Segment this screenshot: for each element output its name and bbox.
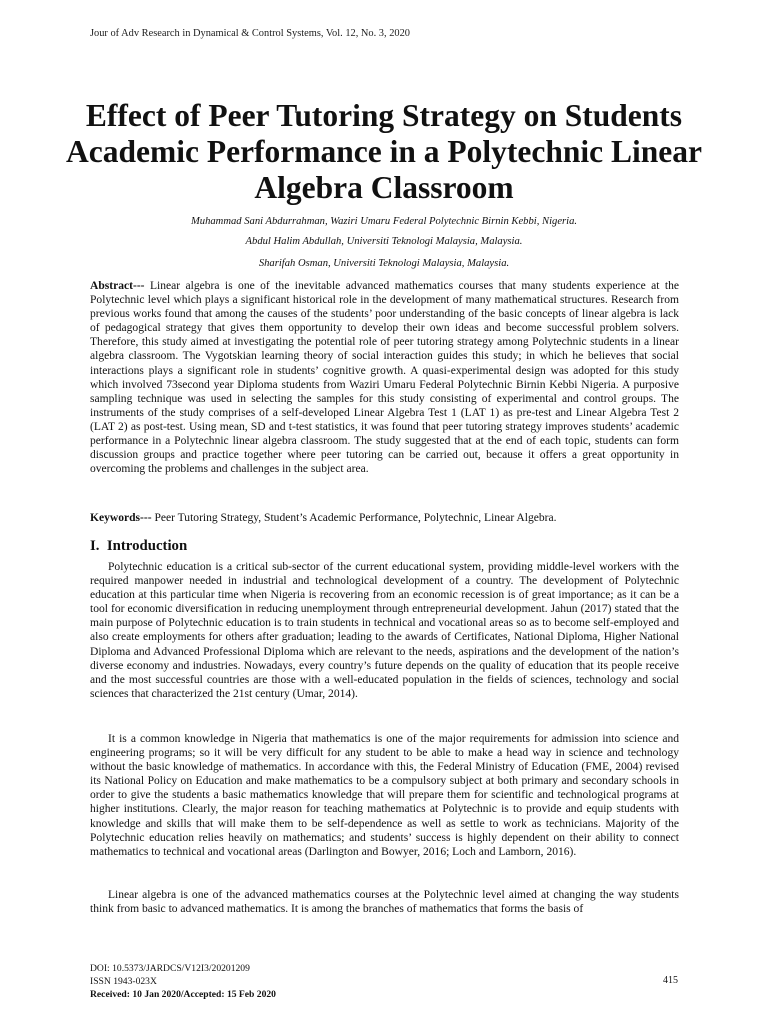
section-number: I.: [90, 538, 100, 554]
section-heading-introduction: [90, 538, 187, 555]
keywords: [90, 511, 679, 525]
section-title: Introduction: [106, 538, 188, 554]
intro-paragraph-1: Polytechnic education is a critical sub-sector of the current educational system, providing middle-level workers with the required manpower needed in industrial and technological development of a country. The development of Polytechnic education at this particular time when Nigeria is recovering from an economic recession is of great importance; as it can be a tool for economic diversification in reducing unemployment through entrepreneurial development. Jahun (2017) stated that the main purpose of Polytechnic education is to train students in technical and vocational areas so as to become self-employed and also create employments for others after graduation; leading to the awards of Certificates, National Diploma, Higher National Diploma and Advanced Professional Diploma which are relevant to the needs, aspirations and the development of the nation’s diverse economy and industries. Nowadays, every country’s future depends on the quality of education that its people receive and the most successful countries are those with a well-educated population in the fields of sciences, technology and social sciences that characterized the 21st century (Umar, 2014).: [90, 561, 679, 700]
author-3: Sharifah Osman, Universiti Teknologi Malaysia, Malaysia.: [258, 258, 510, 269]
abstract-label: Abstract---: [90, 280, 145, 292]
footer-issn: ISSN 1943-023X: [90, 976, 157, 987]
abstract: [90, 279, 679, 476]
author-2: Abdul Halim Abdullah, Universiti Teknologi Malaysia, Malaysia.: [245, 236, 523, 247]
intro-paragraph-2: It is a common knowledge in Nigeria that mathematics is one of the major requirements for admission into science and engineering programs; so it will be very difficult for any student to be able to make a head way in science and technology without the basic knowledge of mathematics. In accordance with this, the Federal Ministry of Education (FME, 2004) revised its National Policy on Education and make mathematics to be a compulsory subject at both primary and secondary schools in order to give the students a basic mathematics knowledge that will prepare them for scientific and technological programs at higher institutions. Clearly, the major reason for teaching mathematics at Polytechnic is to provide and equip students with knowledge and skills that will make them to be self-dependence as well as settle to work as technicians. Majority of the Polytechnic education relies heavily on mathematics; and students’ success is highly dependent on their ability to connect mathematics to technical and vocational areas (Darlington and Bowyer, 2016; Loch and Lamborn, 2016).: [90, 733, 679, 858]
footer: [90, 962, 276, 1001]
abstract-text: Linear algebra is one of the inevitable advanced mathematics courses that many students experience at the Polytechnic level which plays a significant historical role in the development of many mathematical structures. Research from previous works found that among the causes of the students’ poor understanding of the basic concepts of linear algebra is lack of pedagogical strategy that gives them opportunity to develop their own ideas and become successful problem solvers. Therefore, this study aimed at investigating the potential role of peer tutoring strategy among Polytechnic students in a linear algebra classroom. The Vygotskian learning theory of social interaction guides this study; in which he believes that social interactions plays a significant role in students’ cognitive growth. A quasi-experimental design was adopted for this study which involved 73second year Diploma students from Waziri Umaru Federal Polytechnic Birnin Kebbi Nigeria. A purposive sampling technique was used in selecting the samples for this study consisting of experimental and control groups. The instruments of the study comprises of a self-developed Linear Algebra Test 1 (LAT 1) as pre-test and Linear Algebra Test 2 (LAT 2) as post-test. Using mean, SD and t-test statistics, it was found that peer tutoring strategy improves students’ academic performance in a Polytechnic linear algebra classroom. The study suggested that at the end of each topic, students can form discussion groups and practice together where peer tutoring can be carried out, because it offers a great opportunity in overcoming the problems and challenges in the subject area.: [90, 280, 679, 476]
author-1: Muhammad Sani Abdurrahman, Waziri Umaru Federal Polytechnic Birnin Kebbi, Nigeria.: [190, 216, 578, 227]
intro-paragraph-3: Linear algebra is one of the advanced mathematics courses at the Polytechnic level aimed at changing the way students think from basic to advanced mathematics. It is among the branches of mathematics that forms the basis of: [90, 889, 679, 916]
running-head: Jour of Adv Research in Dynamical & Control Systems, Vol. 12, No. 3, 2020: [90, 28, 410, 39]
footer-received: Received: 10 Jan 2020/Accepted: 15 Feb 2020: [90, 989, 276, 1000]
keywords-label: Keywords---: [90, 512, 152, 524]
keywords-text: Peer Tutoring Strategy, Student’s Academic Performance, Polytechnic, Linear Algebra.: [154, 512, 557, 524]
paper-title: Effect of Peer Tutoring Strategy on Students Academic Performance in a Polytechnic Linear Algebra Classroom: [66, 98, 702, 205]
footer-doi: DOI: 10.5373/JARDCS/V12I3/20201209: [90, 963, 250, 974]
page-number: 415: [663, 975, 678, 986]
